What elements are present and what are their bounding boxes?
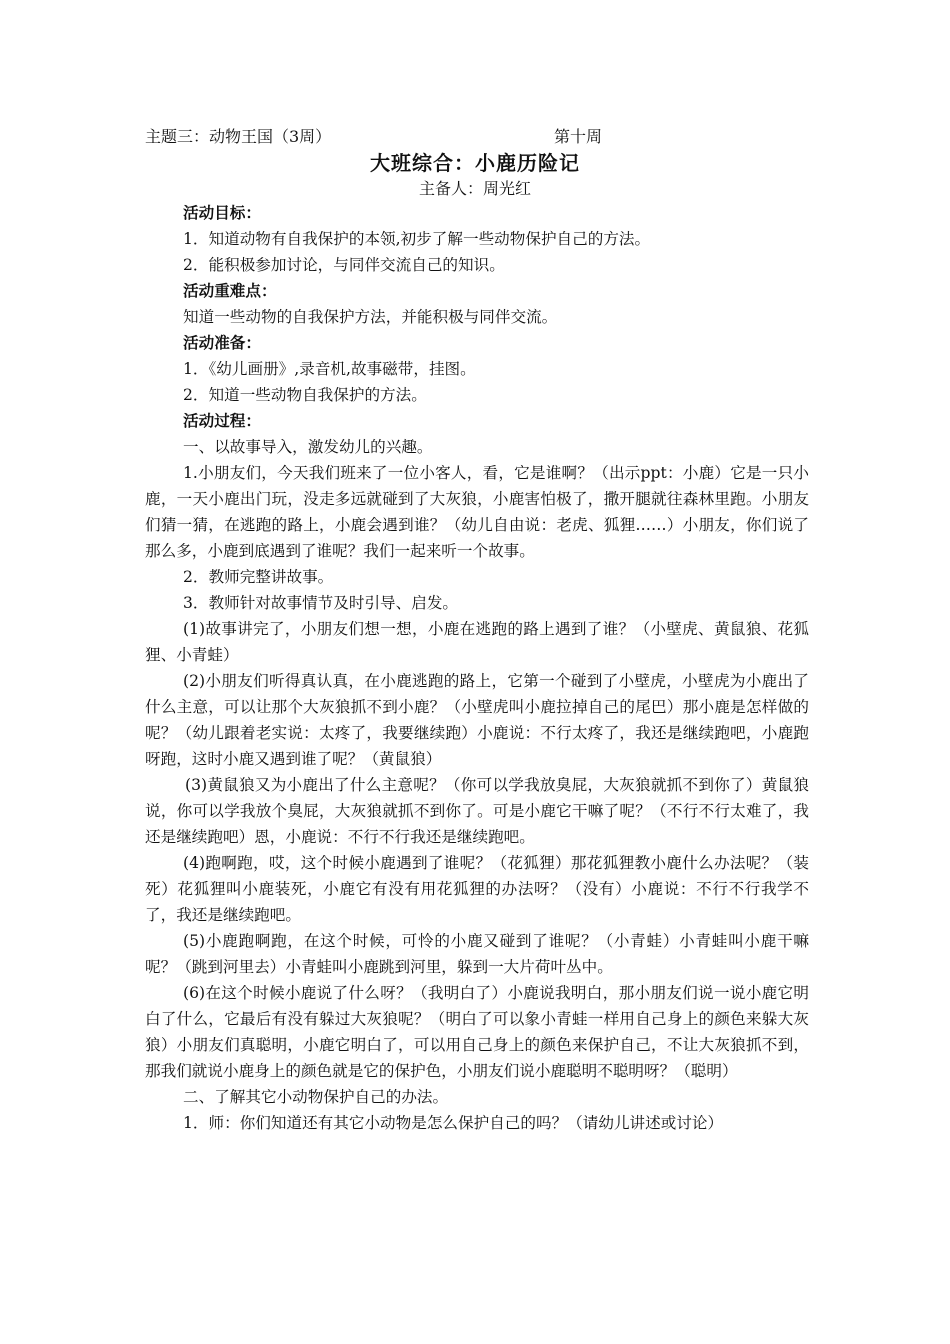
process-paragraph: 2．教师完整讲故事。 [183,568,334,586]
story-question: (3)黄鼠狼又为小鹿出了什么主意呢？（你可以学我放臭屁，大灰狼就抓不到你了）黄鼠狼说，你可以学我放个臭屁，大灰狼就抓不到你了。可是小鹿它干嘛了呢？（不行不行太难了，我还是继续跑吧）恩，小鹿说：不行不行我还是继续跑吧。 [145,776,809,846]
story-question: (2)小朋友们听得真认真，在小鹿逃跑的路上，它第一个碰到了小壁虎，小壁虎为小鹿出了什么主意，可以让那个大灰狼抓不到小鹿？（小壁虎叫小鹿拉掉自己的尾巴）那小鹿是怎样做的呢？（幼儿跟着老实说：太疼了，我要继续跑）小鹿说：不行太疼了，我还是继续跑吧，小鹿跑呀跑，这时小鹿又遇到谁了呢？（黄鼠狼） [145,672,809,768]
prep-item: 1．《幼儿画册》,录音机,故事磁带，挂图。 [183,360,476,378]
story-question: (5)小鹿跑啊跑，在这个时候，可怜的小鹿又碰到了谁呢？（小青蛙）小青蛙叫小鹿干嘛呢？（跳到河里去）小青蛙叫小鹿跳到河里，躲到一大片荷叶丛中。 [145,932,809,976]
author-line: 主备人：周光红 [418,179,531,198]
prep-item: 2．知道一些动物自我保护的方法。 [183,386,427,404]
goals-heading: 活动目标： [183,203,261,222]
process-heading: 活动过程： [183,411,261,430]
process-part2-title: 二、了解其它小动物保护自己的办法。 [183,1088,449,1106]
theme-label: 主题三：动物王国（3周） [145,127,332,146]
header-line [145,124,805,148]
focus-heading: 活动重难点： [183,281,277,300]
goal-item: 2．能积极参加讨论，与同伴交流自己的知识。 [183,256,505,274]
story-question: (1)故事讲完了，小朋友们想一想，小鹿在逃跑的路上遇到了谁？（小壁虎、黄鼠狼、花狐狸、小青蛙） [145,620,809,664]
process-paragraph: 1.小朋友们，今天我们班来了一位小客人，看，它是谁啊？（出示ppt：小鹿）它是一只小鹿，一天小鹿出门玩，没走多远就碰到了大灰狼，小鹿害怕极了，撒开腿就往森林里跑。小朋友们猜一猜，在逃跑的路上，小鹿会遇到谁？（幼儿自由说：老虎、狐狸……）小朋友，你们说了那么多，小鹿到底遇到了谁呢？我们一起来听一个故事。 [145,464,809,560]
goal-item: 1．知道动物有自我保护的本领,初步了解一些动物保护自己的方法。 [183,230,651,248]
process-paragraph: 3．教师针对故事情节及时引导、启发。 [183,594,459,612]
process-part1-title: 一、以故事导入，激发幼儿的兴趣。 [183,438,433,456]
focus-text: 知道一些动物的自我保护方法，并能积极与同伴交流。 [183,308,558,326]
document-body [145,200,809,1136]
story-question: (6)在这个时候小鹿说了什么呀？（我明白了）小鹿说我明白，那小朋友们说一说小鹿它明白了什么，它最后有没有躲过大灰狼呢？（明白了可以象小青蛙一样用自己身上的颜色来躲大灰狼）小朋友们真聪明，小鹿它明白了，可以用自己身上的颜色来保护自己，不让大灰狼抓不到，那我们就说小鹿身上的颜色就是它的保护色，小朋友们说小鹿聪明不聪明呀？（聪明） [145,984,809,1080]
week-label: 第十周 [554,127,603,146]
prep-heading: 活动准备： [183,333,261,352]
story-question: (4)跑啊跑，哎，这个时候小鹿遇到了谁呢？（花狐狸）那花狐狸教小鹿什么办法呢？（装死）花狐狸叫小鹿装死，小鹿它有没有用花狐狸的办法呀？（没有）小鹿说：不行不行我学不了，我还是继续跑吧。 [145,854,809,924]
document-title: 大班综合：小鹿历险记 [370,151,580,175]
process-paragraph: 1．师：你们知道还有其它小动物是怎么保护自己的吗？（请幼儿讲述或讨论） [183,1114,724,1132]
